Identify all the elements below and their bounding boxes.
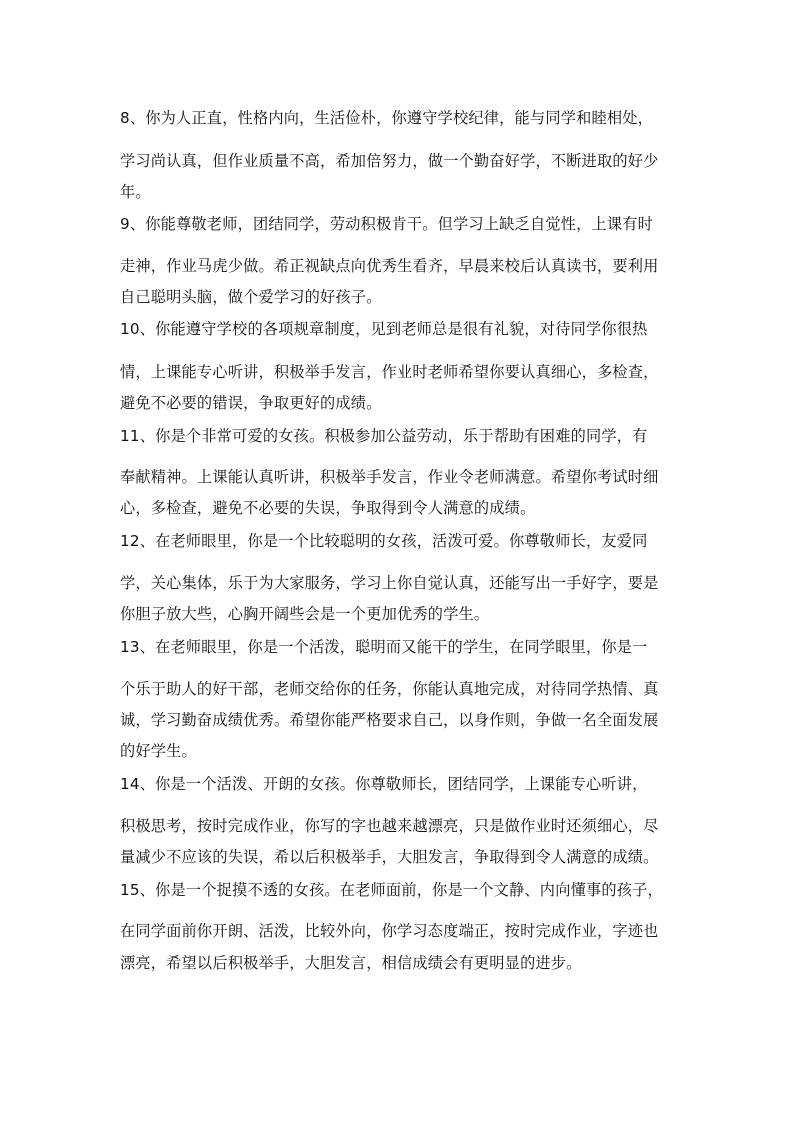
- paragraph-12-line-1: 12、在老师眼里，你是一个比较聪明的女孩，活泼可爱。你尊敬师长，友爱同: [120, 532, 648, 550]
- paragraph-14-line-2: 积极思考，按时完成作业，你写的字也越来越漂亮，只是做作业时还须细心，尽: [120, 817, 659, 835]
- paragraph-11-line-2: 奉献精神。上课能认真听讲，积极举手发言，作业令老师满意。希望你考试时细: [120, 468, 659, 486]
- paragraph-13-line-1: 13、在老师眼里，你是一个活泼，聪明而又能干的学生，在同学眼里，你是一: [120, 638, 648, 656]
- paragraph-13-line-4: 的好学生。: [120, 742, 197, 760]
- paragraph-15-line-1: 15、你是一个捉摸不透的女孩。在老师面前，你是一个文静、内向懂事的孩子，: [120, 881, 663, 899]
- paragraph-8-line-3: 年。: [120, 183, 151, 201]
- paragraph-15-line-3: 漂亮，希望以后积极举手，大胆发言，相信成绩会有更明显的进步。: [120, 954, 582, 972]
- paragraph-12-line-2: 学，关心集体，乐于为大家服务，学习上你自觉认真，还能写出一手好字，要是: [120, 574, 659, 592]
- paragraph-13-line-3: 诚，学习勤奋成绩优秀。希望你能严格要求自己，以身作则，争做一名全面发展: [120, 711, 659, 729]
- paragraph-14-line-3: 量减少不应该的失误，希以后积极举手，大胆发言，争取得到令人满意的成绩。: [120, 848, 659, 866]
- paragraph-9-line-3: 自己聪明头脑，做个爱学习的好孩子。: [120, 288, 382, 306]
- paragraph-15-line-2: 在同学面前你开朗、活泼，比较外向，你学习态度端正，按时完成作业，字迹也: [120, 922, 659, 940]
- paragraph-11-line-1: 11、你是个非常可爱的女孩。积极参加公益劳动，乐于帮助有困难的同学，有: [120, 427, 648, 445]
- paragraph-9-line-2: 走神，作业马虎少做。希正视缺点向优秀生看齐，早晨来校后认真读书，要利用: [120, 257, 659, 275]
- paragraph-10-line-2: 情，上课能专心听讲，积极举手发言，作业时老师希望你要认真细心，多检查，: [120, 363, 659, 381]
- paragraph-8-line-2: 学习尚认真，但作业质量不高，希加倍努力，做一个勤奋好学，不断进取的好少: [120, 152, 659, 170]
- paragraph-11-line-3: 心，多检查，避免不必要的失误，争取得到令人满意的成绩。: [120, 499, 536, 517]
- paragraph-12-line-3: 你胆子放大些，心胸开阔些会是一个更加优秀的学生。: [120, 605, 490, 623]
- paragraph-10-line-1: 10、你能遵守学校的各项规章制度，见到老师总是很有礼貌，对待同学你很热: [120, 320, 648, 338]
- paragraph-13-line-2: 个乐于助人的好干部，老师交给你的任务，你能认真地完成，对待同学热情、真: [120, 680, 659, 698]
- paragraph-14-line-1: 14、你是一个活泼、开朗的女孩。你尊敬师长，团结同学，上课能专心听讲，: [120, 775, 648, 793]
- paragraph-10-line-3: 避免不必要的错误，争取更好的成绩。: [120, 394, 382, 412]
- paragraph-9-line-1: 9、你能尊敬老师，团结同学，劳动积极肯干。但学习上缺乏自觉性，上课有时: [120, 215, 654, 233]
- paragraph-8-line-1: 8、你为人正直，性格内向，生活俭朴，你遵守学校纪律，能与同学和睦相处，: [120, 109, 654, 127]
